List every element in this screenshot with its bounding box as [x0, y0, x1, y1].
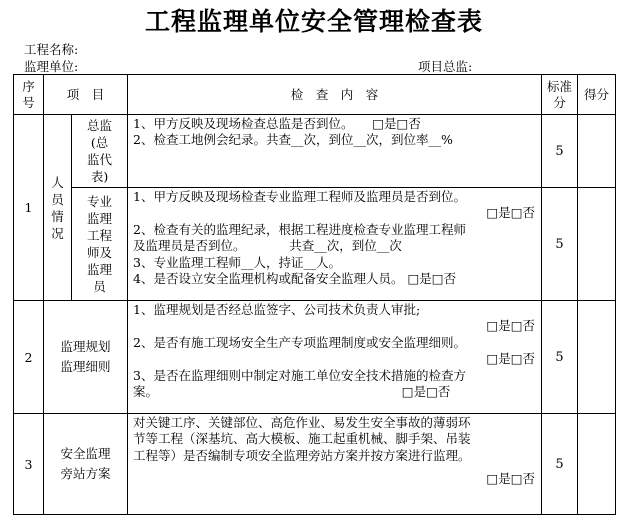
supervision-unit-label: 监理单位: [24, 59, 79, 74]
content-line: 3、是否在监理细则中制定对施工单位安全技术措施的检查方 [133, 367, 466, 383]
inspection-table [13, 74, 616, 515]
header-item: 项 目 [44, 75, 128, 115]
content-line: 案。 □是□否 [133, 384, 451, 400]
row-group-label: 人 员 情 况 [44, 115, 72, 301]
content-line: 1、监理规划是否经总监签字、公司技术负责人审批; [133, 302, 421, 317]
row-content [128, 115, 542, 188]
row-seq: 3 [14, 414, 44, 515]
row-item-label: 监理规划 监理细则 [44, 301, 128, 414]
content-line: □是□否 [486, 205, 536, 221]
table-row [14, 188, 616, 301]
row-standard-score: 5 [542, 414, 578, 515]
content-line: 节等工程（深基坑、高大模板、施工起重机械、脚手架、吊装 [133, 431, 471, 447]
row-seq: 1 [14, 115, 44, 301]
content-line: 2、检查有关的监理纪录，根据工程进度检查专业监理工程师 [133, 221, 466, 237]
chief-supervisor-label: 项目总监: [418, 59, 473, 74]
row-seq: 2 [14, 301, 44, 414]
row-standard-score: 5 [542, 115, 578, 188]
row-score-cell[interactable] [578, 188, 616, 301]
header-content: 检 查 内 容 [128, 75, 542, 115]
row-item-label: 总监 (总 监代 表) [72, 115, 128, 188]
content-line: 2、检查工地例会纪录。共查__次，到位__次，到位率__% [133, 132, 453, 148]
header-score: 得分 [578, 75, 616, 115]
row-content [128, 301, 542, 414]
header-seq: 序 号 [14, 75, 44, 115]
row-standard-score: 5 [542, 301, 578, 414]
content-line: 3、专业监理工程师__人，持证__人。 [133, 254, 341, 270]
page-title: 工程监理单位安全管理检查表 [144, 7, 483, 36]
row-item-label: 专业 监理 工程 师及 监理 员 [72, 188, 128, 301]
row-item-label: 安全监理 旁站方案 [44, 414, 128, 515]
row-content [128, 188, 542, 301]
content-line: □是□否 [486, 471, 536, 487]
table-row [14, 414, 616, 515]
content-line: 及监理员是否到位。 共查__次，到位__次 [133, 238, 402, 254]
header-standard-score: 标准 分 [542, 75, 578, 115]
table-row [14, 115, 616, 188]
content-line: 工程等）是否编制专项安全监理旁站方案并按方案进行监理。 [133, 447, 471, 463]
content-line: 对关键工序、关键部位、高危作业、易发生安全事故的薄弱环 [133, 415, 471, 430]
content-line: □是□否 [486, 351, 536, 367]
header-row [14, 75, 616, 115]
table-row [14, 301, 616, 414]
project-name-label: 工程名称: [24, 42, 79, 57]
content-line: □是□否 [486, 318, 536, 334]
row-score-cell[interactable] [578, 414, 616, 515]
content-line: 1、甲方反映及现场检查专业监理工程师及监理员是否到位。 [133, 189, 466, 204]
row-score-cell[interactable] [578, 115, 616, 188]
content-line: 4、是否设立安全监理机构或配备安全监理人员。 □是□否 [133, 271, 457, 287]
row-standard-score: 5 [542, 188, 578, 301]
row-score-cell[interactable] [578, 301, 616, 414]
content-line: 2、是否有施工现场安全生产专项监理制度或安全监理细则。 [133, 334, 466, 350]
row-content [128, 414, 542, 515]
content-line: 1、甲方反映及现场检查总监是否到位。 □是□否 [133, 116, 421, 131]
